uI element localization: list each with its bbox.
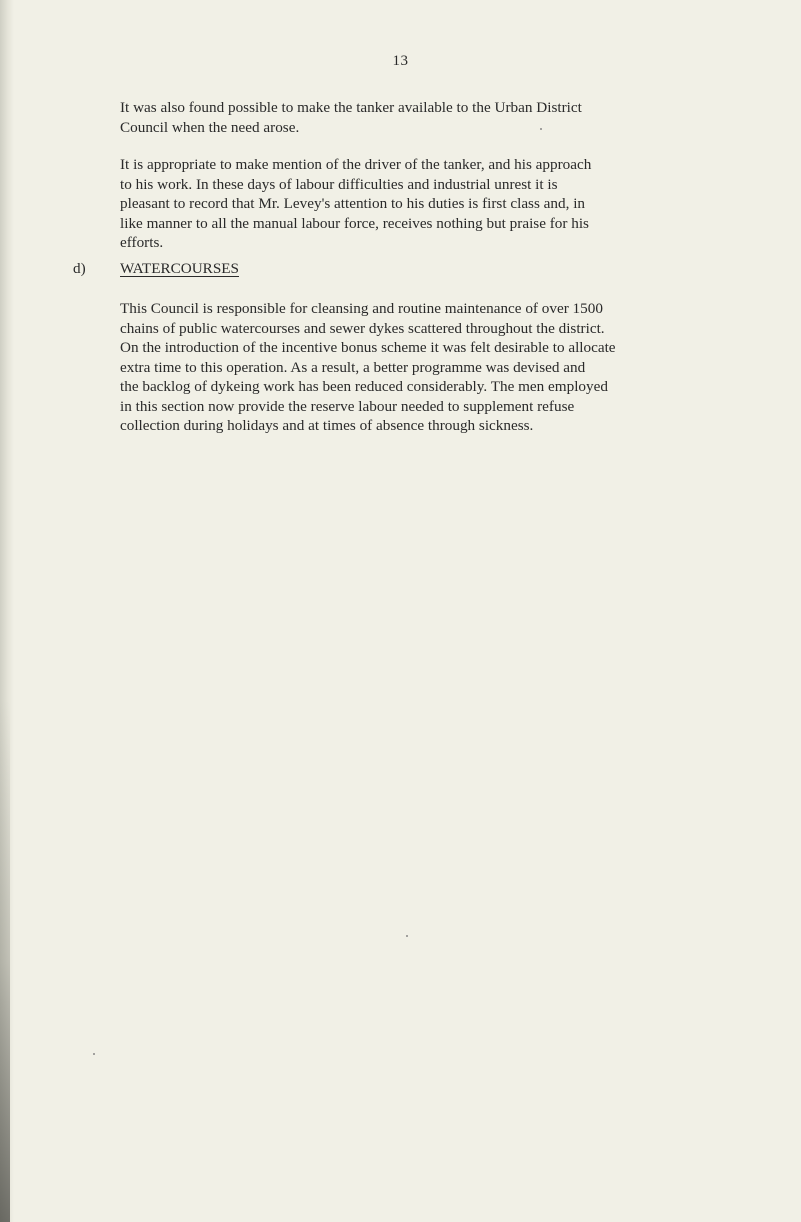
text-line: Council when the need arose.: [120, 118, 300, 136]
text-line: efforts.: [120, 234, 164, 251]
paper-speck: [540, 128, 542, 130]
page-edge-shadow-bottom: [0, 700, 10, 1222]
text-line: This Council is responsible for cleansing and routine maintenance of over 1500: [120, 300, 603, 317]
paragraph-tanker-availability: [120, 98, 740, 137]
text-line: chains of public watercourses and sewer dykes scattered throughout the district.: [120, 319, 605, 337]
page-number: 13: [392, 53, 409, 69]
text-line: in this section now provide the reserve labour needed to supplement refuse: [120, 397, 575, 415]
text-line: to his work. In these days of labour difficulties and industrial unrest it is: [120, 175, 558, 193]
text-line: like manner to all the manual labour force, receives nothing but praise for his: [120, 214, 589, 232]
paper-speck: [406, 935, 408, 937]
section-heading: WATERCOURSES: [120, 260, 239, 277]
text-line: extra time to this operation. As a result, a better programme was devised and: [120, 358, 586, 376]
section-label: d): [73, 260, 86, 277]
text-line: the backlog of dykeing work has been reduced considerably. The men employed: [120, 378, 608, 395]
text-line: It was also found possible to make the tanker available to the Urban District: [120, 99, 582, 116]
text-line: collection during holidays and at times of absence through sickness.: [120, 417, 534, 434]
text-line: It is appropriate to make mention of the driver of the tanker, and his approach: [120, 156, 592, 173]
text-line: On the introduction of the incentive bonus scheme it was felt desirable to allocate: [120, 339, 616, 356]
text-line: pleasant to record that Mr. Levey's attention to his duties is first class and, in: [120, 195, 586, 212]
paper-speck: [93, 1053, 95, 1055]
paragraph-tanker-driver: [120, 155, 740, 253]
paragraph-watercourses: [120, 299, 740, 436]
